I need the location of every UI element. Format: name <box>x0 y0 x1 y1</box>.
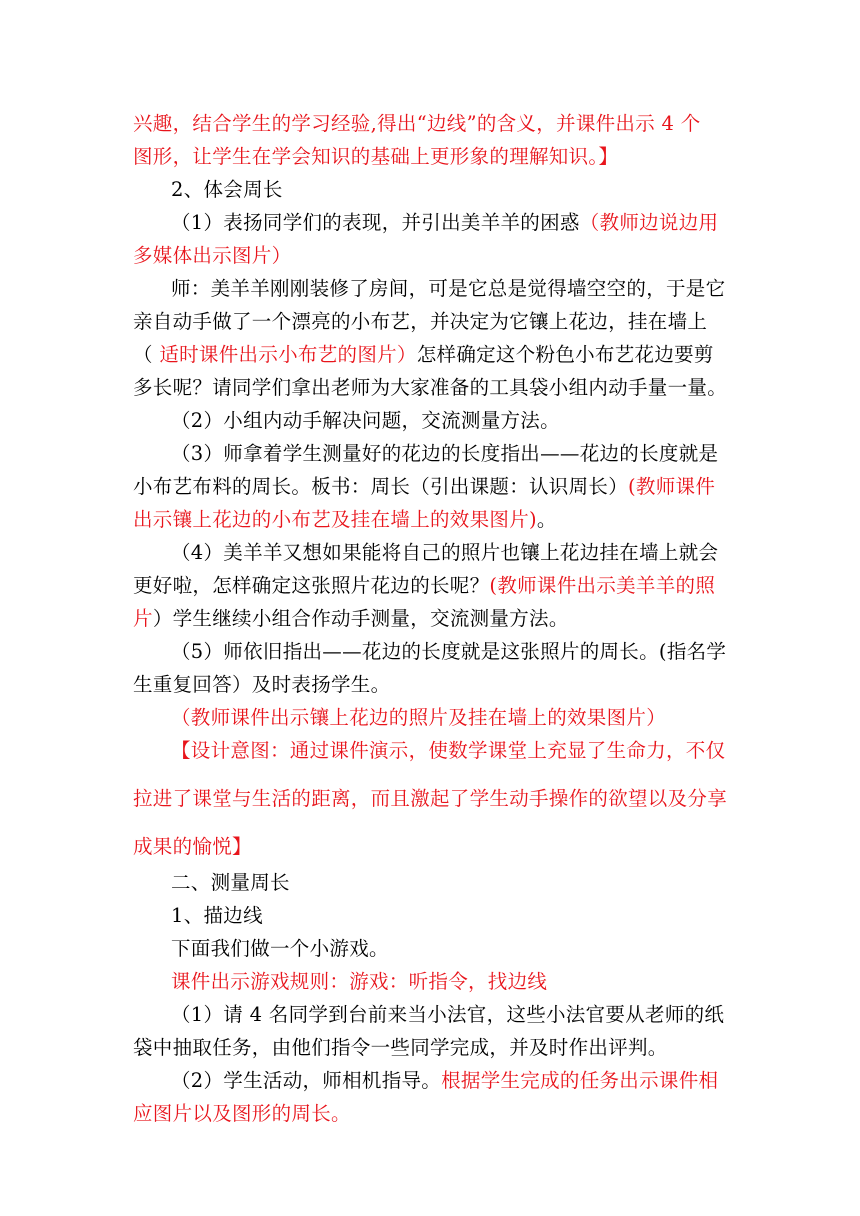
body-text: 下面我们做一个小游戏。 <box>171 937 389 960</box>
body-text: 更好啦，怎样确定这张照片花边的长呢？ <box>133 574 490 597</box>
highlighted-text: 出示镶上花边的小布艺及挂在墙上的效果图片) <box>133 508 537 531</box>
body-text: （2）学生活动，师相机指导。 <box>171 1069 442 1092</box>
text-line <box>171 936 389 962</box>
body-text: （1）表扬同学们的表现，并引出美羊羊的困惑 <box>171 211 580 234</box>
body-text: 。 <box>536 508 557 531</box>
text-line <box>171 276 725 302</box>
highlighted-text: 拉进了课堂与生活的距离，而且激起了学生动手操作的欲望以及分享 <box>133 787 728 810</box>
text-line <box>171 1002 724 1028</box>
text-line <box>133 375 727 401</box>
text-line <box>171 969 547 995</box>
highlighted-text: 片 <box>133 607 153 630</box>
body-text: （ <box>133 343 160 366</box>
text-line <box>171 639 726 665</box>
highlighted-text: 适时课件出示小布艺的图片） <box>159 343 417 366</box>
text-line <box>133 474 715 500</box>
text-line <box>133 111 701 137</box>
text-line <box>171 705 666 731</box>
highlighted-text: 图形，让学生在学会知识的基础上更形象的理解知识。】 <box>133 145 619 168</box>
section-heading <box>171 903 263 929</box>
design-intent-line <box>171 738 725 764</box>
highlighted-text: 成果的愉悦】 <box>133 835 252 858</box>
body-text: 小布艺布料的周长。板书：周长（引出课题：认识周长） <box>133 475 629 498</box>
body-text: （3）师拿着学生测量好的花边的长度指出——花边的长度就是 <box>171 442 719 465</box>
text-line <box>171 441 718 467</box>
highlighted-text: 根据学生完成的任务出示课件相 <box>441 1069 719 1092</box>
body-text: 袋中抽取任务，由他们指令一些同学完成，并及时作出评判。 <box>133 1036 668 1059</box>
text-line <box>133 606 569 632</box>
text-line <box>133 309 707 335</box>
highlighted-text: （教师课件出示镶上花边的照片及挂在墙上的效果图片） <box>171 706 667 729</box>
design-intent-line <box>133 834 252 860</box>
body-text: 2、体会周长 <box>171 178 283 201</box>
body-text: 多长呢？请同学们拿出老师为大家准备的工具袋小组内动手量一量。 <box>133 376 728 399</box>
text-line <box>171 540 718 566</box>
highlighted-text: 【设计意图：通过课件演示，使数学课堂上充显了生命力，不仅 <box>171 739 726 762</box>
body-text: 亲自动手做了一个漂亮的小布艺，并决定为它镶上花边，挂在墙上 <box>133 310 708 333</box>
text-line <box>133 507 557 533</box>
highlighted-text: (教师课件 <box>628 475 716 498</box>
text-line <box>133 1101 351 1127</box>
body-text: 师：美羊羊刚刚装修了房间，可是它总是觉得墙空空的，于是它 <box>171 277 726 300</box>
body-text: （4）美羊羊又想如果能将自己的照片也镶上花边挂在墙上就会 <box>171 541 719 564</box>
highlighted-text: 多媒体出示图片） <box>133 244 292 267</box>
text-line <box>133 144 618 170</box>
section-heading <box>171 870 290 896</box>
text-line <box>171 1068 718 1094</box>
highlighted-text: 应图片以及图形的周长。 <box>133 1102 351 1125</box>
body-text: ）学生继续小组合作动手测量，交流测量方法。 <box>152 607 569 630</box>
text-line <box>133 342 714 368</box>
body-text: 生重复回答）及时表扬学生。 <box>133 673 391 696</box>
text-line <box>171 210 718 236</box>
highlighted-text: 兴趣，结合学生的学习经验,得出“边线”的含义，并课件出示 4 个 <box>133 112 701 135</box>
text-line <box>133 672 390 698</box>
body-text: 怎样确定这个粉色小布艺花边要剪 <box>416 343 714 366</box>
design-intent-line <box>133 786 727 812</box>
body-text: （2）小组内动手解决问题，交流测量方法。 <box>171 409 560 432</box>
section-heading <box>171 177 283 203</box>
body-text: （1）请 4 名同学到台前来当小法官，这些小法官要从老师的纸 <box>171 1003 725 1026</box>
text-line <box>171 408 560 434</box>
body-text: 1、描边线 <box>171 904 263 927</box>
text-line <box>133 243 291 269</box>
highlighted-text: 课件出示游戏规则：游戏：听指令，找边线 <box>171 970 548 993</box>
text-line <box>133 573 715 599</box>
text-line <box>133 1035 668 1061</box>
body-text: 二、测量周长 <box>171 871 290 894</box>
body-text: （5）师依旧指出——花边的长度就是这张照片的周长。(指名学 <box>171 640 727 663</box>
highlighted-text: （教师边说边用 <box>579 211 719 234</box>
highlighted-text: (教师课件出示美羊羊的照 <box>489 574 716 597</box>
